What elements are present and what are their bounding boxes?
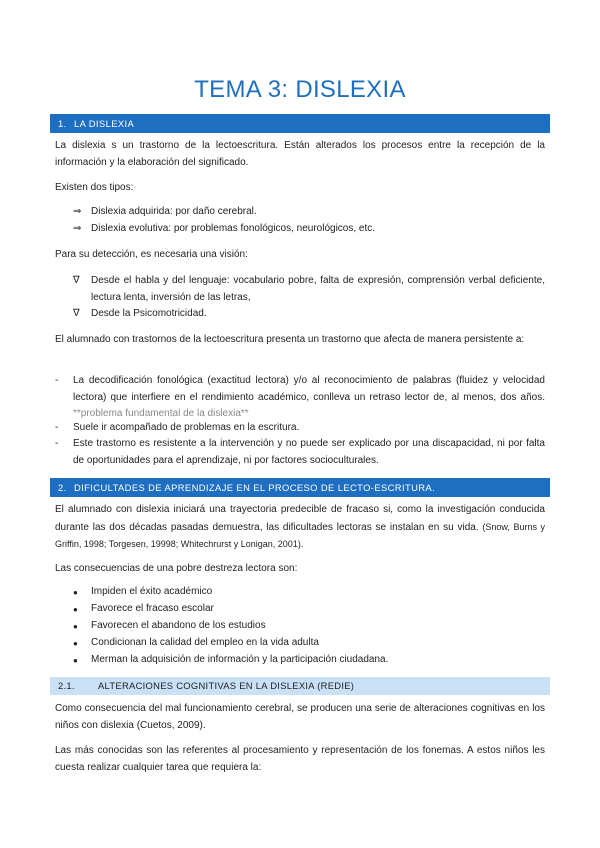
dash-item-2: Suele ir acompañado de problemas en la escritura. (73, 422, 300, 433)
phonemes-paragraph: Las más conocidas son las referentes al procesamiento y representación de los fonemas. A estos niños les cuesta realizar cualquier tarea que requiera la: (55, 745, 545, 773)
alumnado-paragraph: El alumnado con trastornos de la lectoescritura presenta un trastorno que afecta de manera persistente a: (55, 334, 525, 345)
arrow-icon: ⇒ (73, 206, 82, 217)
section-1-title: LA DISLEXIA (74, 118, 135, 129)
trajectory-text: El alumnado con dislexia iniciará una trayectoria predecible de fracaso si, como la investigación conducida durante las dos décadas pasadas demuestra, las dificultades lectoras se instalan en su vida. (55, 504, 545, 533)
consequences-intro: Las consecuencias de una pobre destreza lectora son: (55, 563, 298, 574)
section-2-header (50, 478, 550, 497)
section-2-number: 2. (58, 482, 67, 493)
consequence-item-5: Merman la adquisición de información y la participación ciudadana. (91, 654, 389, 665)
consequence-item-4: Condicionan la calidad del empleo en la vida adulta (91, 637, 319, 648)
page-title: TEMA 3: DISLEXIA (194, 76, 406, 103)
section-2-title: DIFICULTADES DE APRENDIZAJE EN EL PROCESO DE LECTO-ESCRITURA. (74, 482, 436, 493)
type-item-1: Dislexia adquirida: por daño cerebral. (91, 206, 257, 217)
bullet-icon: ● (73, 656, 78, 665)
section-1-header (50, 114, 550, 133)
section-2-1-title: ALTERACIONES COGNITIVAS EN LA DISLEXIA (REDIE) (98, 680, 355, 691)
dash-icon: - (55, 422, 59, 433)
section-1-number: 1. (58, 118, 67, 129)
bullet-icon: ● (73, 639, 78, 648)
consequence-item-3: Favorecen el abandono de los estudios (91, 620, 266, 631)
dislexia-intro: La dislexia s un trastorno de la lectoescritura. Están alterados los procesos entre la recepción de la información y la elaboración del significado. (55, 140, 545, 168)
nabla-icon: ∇ (73, 308, 80, 319)
detection-intro: Para su detección, es necesaria una visión: (55, 249, 248, 260)
arrow-icon: ⇒ (73, 223, 82, 234)
dash-item-1-note: **problema fundamental de la dislexia** (73, 408, 249, 420)
dash-icon: - (55, 375, 59, 386)
detect-item-2: Desde la Psicomotricidad. (91, 308, 207, 319)
bullet-icon: ● (73, 622, 78, 631)
bullet-icon: ● (73, 588, 78, 597)
section-2-1-header (50, 677, 550, 695)
nabla-icon: ∇ (73, 275, 80, 286)
detect-item-1: Desde el habla y del lenguaje: vocabulario pobre, falta de expresión, comprensión verbal deficiente, lectura lenta, inversión de las letras, (91, 275, 545, 303)
type-item-2: Dislexia evolutiva: por problemas fonológicos, neurológicos, etc. (91, 223, 376, 234)
consequence-item-1: Impiden el éxito académico (91, 586, 213, 597)
dash-item-3: Este trastorno es resistente a la intervención y no puede ser explicado por una discapacidad, ni por falta de oportunidades para el aprendizaje, ni por factores socioculturales. (73, 438, 545, 466)
types-intro: Existen dos tipos: (55, 182, 134, 193)
dash-item-1-text: La decodificación fonológica (exactitud lectora) y/o al reconocimiento de palabras (fluidez y velocidad lectora) que interfiere en el rendimiento académico, conlleva un retraso lector de, al menos, dos años. (73, 375, 545, 403)
bullet-icon: ● (73, 605, 78, 614)
cognitive-paragraph: Como consecuencia del mal funcionamiento cerebral, se producen una serie de alteraciones cognitivas en los niños con dislexia (Cuetos, 2009). (55, 703, 545, 731)
trajectory-paragraph (55, 502, 545, 554)
trajectory-citation: (Snow, Burns y Griffin, 1998; Torgesen, 19998; Whitechrurst y Lonigan, 2001). (55, 521, 546, 550)
section-2-1-number: 2.1. (58, 680, 75, 691)
dash-icon: - (55, 438, 59, 449)
consequence-item-2: Favorece el fracaso escolar (91, 603, 214, 614)
dash-item-1 (73, 373, 545, 423)
